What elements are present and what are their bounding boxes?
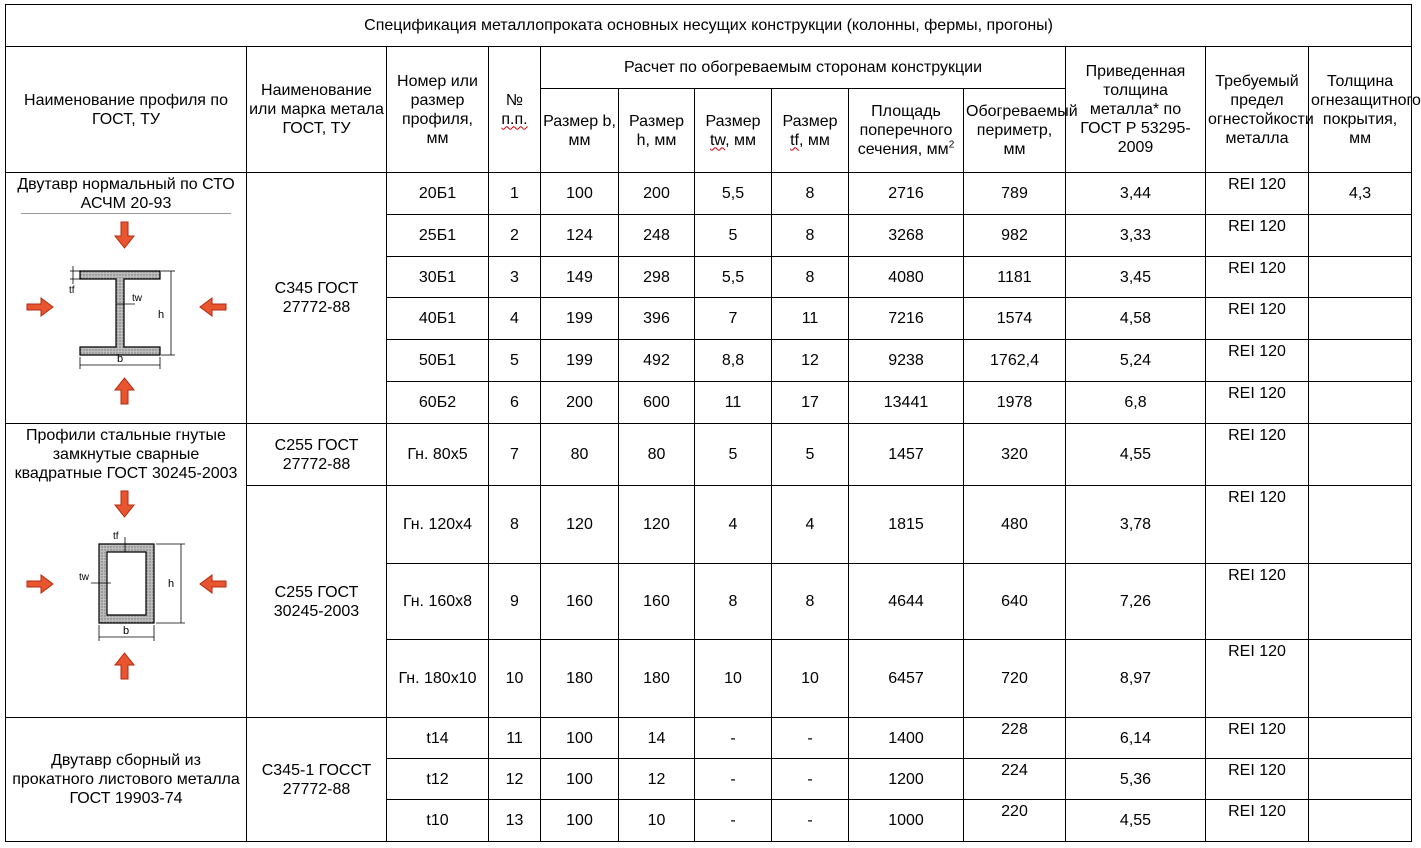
header-profile-size: Номер или размер профиля, мм — [387, 47, 489, 173]
header-reduced-thickness: Приведенная толщина металла* по ГОСТ Р 53295-2009 — [1066, 47, 1206, 173]
table-row: Двутавр сборный из прокатного листового металла ГОСТ 19903-74 С345-1 ГОССТ 27772-88 t14 11 100 14 - - 1400 228 6,14 REI 120 — [6, 718, 1412, 759]
table-row: 30Б1 3 149 298 5,5 8 4080 1181 3,45 REI 120 — [6, 257, 1412, 298]
table-row: t12 12 100 12 - - 1200 224 5,36 REI 120 — [6, 759, 1412, 800]
arrow-left-icon — [200, 575, 226, 593]
box-label-tw: tw — [79, 572, 89, 583]
table-row: Гн. 160х8 9 160 160 8 8 4644 640 7,26 REI 120 — [6, 564, 1412, 640]
table-row: Профили стальные гнутые замкнутые сварные квадратные ГОСТ 30245-2003 tf tw h b С255 ГОСТ 27772-88 Гн. 80х5 7 80 80 5 5 1457 320 4,55 REI 120 — [6, 424, 1412, 486]
group-ibeam-cell — [6, 173, 247, 424]
box-section-diagram — [11, 483, 241, 688]
arrow-down-icon — [115, 491, 134, 517]
table-title: Спецификация металлопроката основных несущих конструкции (колонны, фермы, прогоны) — [6, 5, 1412, 47]
table-row: t10 13 100 10 - - 1000 220 4,55 REI 120 — [6, 800, 1412, 842]
header-size-tf: Размер tf, мм — [772, 89, 849, 173]
ibeam-label-tf: tf — [69, 285, 75, 296]
group-builtup-grade: С345-1 ГОССТ 27772-88 — [247, 718, 387, 842]
table-row: 60Б2 6 200 600 11 17 13441 1978 6,8 REI 120 — [6, 382, 1412, 424]
header-row-number — [489, 47, 541, 173]
ibeam-label-h: h — [158, 309, 165, 321]
ibeam-shape — [80, 271, 160, 355]
group-box-name: Профили стальные гнутые замкнутые сварные квадратные ГОСТ 30245-2003 — [14, 427, 238, 482]
header-num-pp: п.п. — [501, 110, 528, 128]
header-profile-name: Наименование профиля по ГОСТ, ТУ — [6, 47, 247, 173]
box-label-h: h — [168, 578, 175, 590]
header-fire-resistance: Требуемый предел огнестойкости металла — [1206, 47, 1309, 173]
box-label-tf: tf — [113, 531, 119, 542]
header-num-sign: № — [505, 91, 524, 109]
group-box-grade-a: С255 ГОСТ 27772-88 — [247, 424, 387, 486]
arrow-down-icon — [115, 222, 134, 248]
group-ibeam-name: Двутавр нормальный по СТО АСЧМ 20-93 — [17, 176, 235, 212]
header-perimeter: Обогреваемый периметр, мм — [964, 89, 1066, 173]
ibeam-section-diagram — [11, 214, 241, 414]
arrow-left-icon — [200, 298, 226, 316]
group-box-grade-b: С255 ГОСТ 30245-2003 — [247, 486, 387, 718]
arrow-right-icon — [27, 298, 53, 316]
header-metal-grade: Наименование или марка метала ГОСТ, ТУ — [247, 47, 387, 173]
table-row: Гн. 180х10 10 180 180 10 10 6457 720 8,97 REI 120 — [6, 640, 1412, 718]
ibeam-label-tw: tw — [132, 293, 142, 304]
table-row: 50Б1 5 199 492 8,8 12 9238 1762,4 5,24 REI 120 — [6, 340, 1412, 382]
arrow-up-icon — [115, 653, 134, 679]
table-row: 40Б1 4 199 396 7 11 7216 1574 4,58 REI 120 — [6, 298, 1412, 340]
table-row: 25Б1 2 124 248 5 8 3268 982 3,33 REI 120 — [6, 215, 1412, 257]
header-area: Площадь поперечного сечения, $мм^2$ — [849, 89, 964, 173]
header-size-b: Размер b, мм — [541, 89, 619, 173]
header-coating-thickness: Толщина огнезащитного покрытия, мм — [1309, 47, 1412, 173]
table-row: Двутавр нормальный по СТО АСЧМ 20-93 tf tw h b С345 ГОСТ 27772-88 20Б1 1 100 200 5,5 8 2716 789 3,44 REI 120 4,3 — [6, 173, 1412, 215]
header-size-h: Размер h, мм — [619, 89, 695, 173]
spec-table — [5, 4, 1421, 842]
group-builtup-name: Двутавр сборный из прокатного листового металла ГОСТ 19903-74 — [6, 718, 247, 842]
arrow-right-icon — [27, 575, 53, 593]
arrow-up-icon — [115, 378, 134, 404]
header-calc-group: Расчет по обогреваемым сторонам конструкции — [541, 47, 1066, 89]
table-row: С255 ГОСТ 30245-2003 Гн. 120х4 8 120 120 4 4 1815 480 3,78 REI 120 — [6, 486, 1412, 564]
group-box-cell — [6, 424, 247, 718]
group-ibeam-grade: С345 ГОСТ 27772-88 — [247, 173, 387, 424]
box-shape — [99, 544, 154, 623]
ibeam-label-b: b — [117, 353, 124, 365]
box-label-b: b — [123, 625, 130, 637]
header-size-tw: Размер tw, мм — [695, 89, 772, 173]
